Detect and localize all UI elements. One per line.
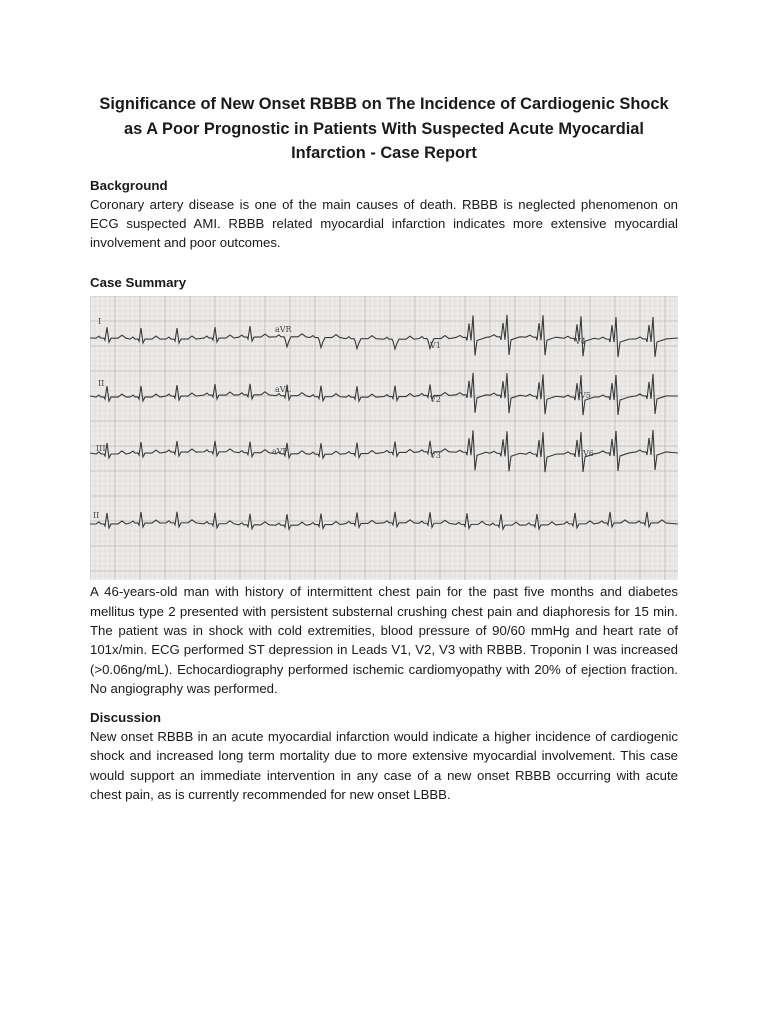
ecg-lead-label: V3 (430, 451, 441, 461)
report-title: Significance of New Onset RBBB on The Incidence of Cardiogenic Shock as A Poor Prognostic in Patients With Suspected Acute Myocardial Infarction - Case Report (99, 95, 669, 162)
ecg-lead-label: V2 (430, 395, 441, 405)
ecg-strip-image (90, 296, 678, 580)
ecg-lead-label: V6 (583, 449, 594, 459)
case-summary-text: A 46-years-old man with history of intermittent chest pain for the past five months and diabetes mellitus type 2 presented with persistent substernal crushing chest pain and diaphoresis for 15 min. The patient was in shock with cold extremities, blood pressure of 90/60 mmHg and heart rate of 101x/min. ECG performed ST depression in Leads V1, V2, V3 with RBBB. Troponin I was increased (>0.06ng/mL). Echocardiography performed ischemic cardiomyopathy with 20% of ejection fraction. No angiography was performed. (90, 584, 678, 696)
ecg-lead-label: aVL (275, 385, 291, 395)
ecg-lead-label: I (98, 317, 102, 327)
ecg-lead-label: II (93, 511, 100, 521)
background-heading: Background (90, 177, 168, 193)
ecg-lead-label: aVR (275, 325, 292, 335)
ecg-lead-label: aVF (272, 447, 289, 457)
background-text: Coronary artery disease is one of the main causes of death. RBBB is neglected phenomenon on ECG suspected AMI. RBBB related myocardial infarction indicates more extensive myocardial involvement and poor outcomes. (90, 196, 678, 251)
discussion-text: New onset RBBB in an acute myocardial infarction would indicate a higher incidence of cardiogenic shock and increased long term mortality due to more extensive myocardial involvement. This case would support an immediate intervention in any case of a new onset RBBB occurring with acute chest pain, as is currently recommended for new onset LBBB. (90, 729, 678, 803)
case-report (90, 92, 678, 804)
ecg-lead-label: III (96, 444, 106, 454)
discussion-heading: Discussion (90, 710, 161, 726)
ecg-lead-label: II (98, 379, 105, 389)
ecg-lead-label: V1 (430, 341, 441, 351)
ecg-lead-label: V4 (575, 337, 586, 347)
ecg-lead-label: V5 (580, 391, 591, 401)
case-summary-heading: Case Summary (90, 275, 187, 291)
